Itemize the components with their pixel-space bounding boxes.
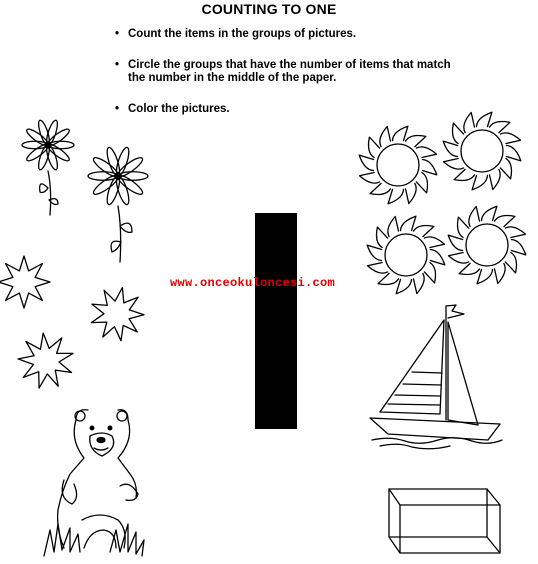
instruction-item: • Count the items in the groups of pictures. [113,28,513,41]
website-watermark: www.onceokuloncesi.com [170,276,336,290]
sun-icon [367,216,445,294]
instruction-item: • Circle the groups that have the number of items that match the number in the middle of the paper. [113,59,513,85]
star-icon [91,288,144,341]
instruction-item: • Color the pictures. [113,103,513,116]
sailboat-icon [370,305,502,449]
flower-icon [22,119,74,215]
cube-icon [389,489,500,553]
sun-icon [443,112,521,190]
flower-icon [88,146,148,262]
star-icon [18,333,73,388]
bear-icon [44,410,144,556]
worksheet-title: COUNTING TO ONE [201,1,337,17]
sun-icon [448,206,526,284]
star-icon [0,256,50,308]
sun-icon [359,126,437,204]
